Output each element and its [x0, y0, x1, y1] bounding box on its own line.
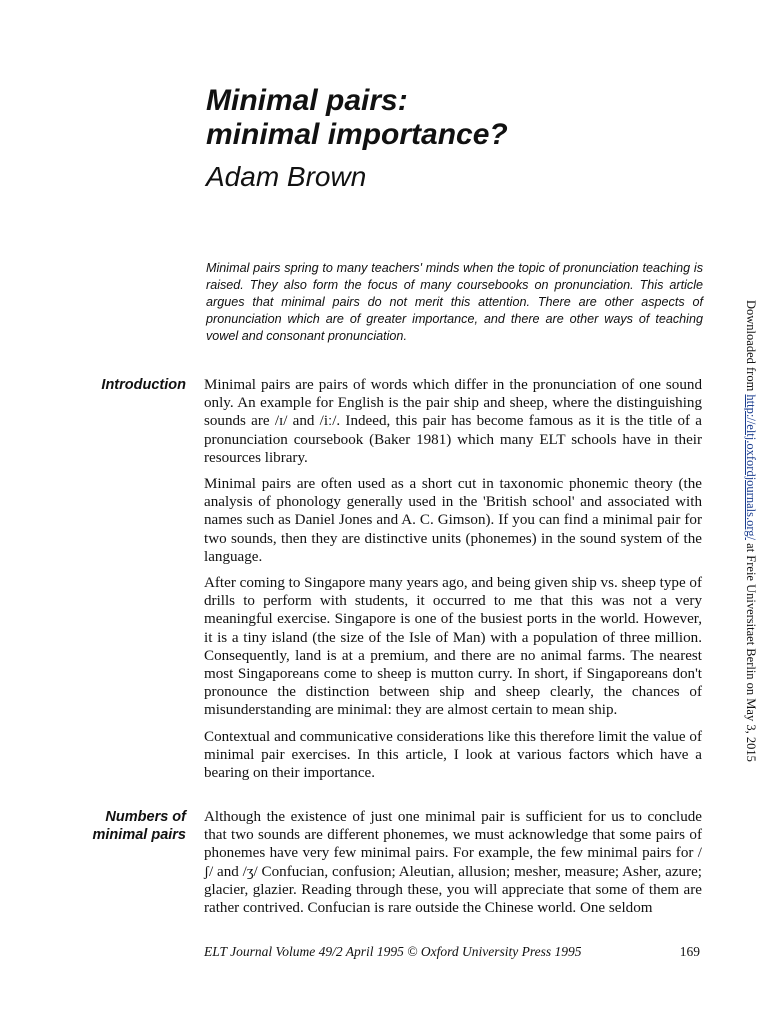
intro-paragraph-2: Minimal pairs are often used as a short cut in taxonomic phonemic theory (the analysis of phonology generally used in the 'British school' and associated with names such as Daniel Jones and A. C. Gimson). If you can find a minimal pair for two sounds, then they are distinctive units (phonemes) in the sound system of the language. — [204, 476, 702, 565]
watermark-suffix: at Freie Universitaet Berlin on May 3, 2015 — [744, 540, 758, 762]
page-footer — [204, 943, 702, 961]
introduction-body — [204, 376, 702, 790]
page-number: 169 — [679, 944, 700, 959]
numbers-paragraph: Although the existence of just one minimal pair is sufficient for us to conclude that two sounds are different phonemes, we must acknowledge that some pairs of phonemes have very few minimal pairs. For example, the few minimal pairs for /ʃ/ and /ʒ/ Confucian, confusion; Aleutian, allusion; mesher, measure; Asher, azure; glacier, glazier. Reading through these, you will appreciate that some of them are rather contrived. Confucian is rare outside the Chinese world. One seldom — [204, 809, 702, 917]
title-line-2: minimal importance? — [206, 118, 508, 151]
numbers-heading — [36, 808, 186, 844]
intro-paragraph-4: Contextual and communicative considerations like this therefore limit the value of minimal pair exercises. In this article, I look at various factors which have a bearing on their importance. — [204, 728, 702, 782]
intro-paragraph-1: Minimal pairs are pairs of words which differ in the pronunciation of one sound only. An example for English is the pair ship and sheep, where the distinguishing sounds are /ɪ/ and /iː/. Indeed, this pair has become famous as it is the title of a pronunciation coursebook (Baker 1981) which many ELT schools have in their resources library. — [204, 377, 702, 466]
journal-link[interactable]: http://eltj.oxfordjournals.org/ — [744, 394, 758, 541]
introduction-heading: Introduction — [101, 377, 186, 393]
article-title — [206, 84, 508, 152]
numbers-heading-line-2: minimal pairs — [92, 827, 186, 843]
author-name: Adam Brown — [206, 161, 367, 192]
intro-paragraph-3: After coming to Singapore many years ago, and being given ship vs. sheep type of drills to perform with students, it occurred to me that this was not a very meaningful exercise. Singapore is one of the busiest ports in the world. However, it is a tiny island (the size of the Isle of Man) with a population of three million. Consequently, land is at a premium, and there are no animal farms. The nearest most Singaporeans come to sheep is mutton curry. In short, if Singaporeans don't pronounce the distinction between ship and sheep clearly, the chances of misunderstanding are minimal: they are almost certain to mean ship. — [204, 575, 702, 719]
download-watermark-text — [743, 300, 758, 780]
download-watermark — [743, 300, 759, 780]
journal-citation: ELT Journal Volume 49/2 April 1995 © Oxford University Press 1995 — [204, 944, 582, 959]
abstract: Minimal pairs spring to many teachers' minds when the topic of pronunciation teaching is raised. They also form the focus of many coursebooks on pronunciation. This article argues that minimal pairs do not merit this attention. There are other aspects of pronunciation which are of greater importance, and there are other ways of teaching vowel and consonant pronunciation. — [206, 261, 703, 343]
title-line-1: Minimal pairs: — [206, 84, 408, 117]
numbers-heading-line-1: Numbers of — [105, 809, 186, 825]
watermark-prefix: Downloaded from — [744, 300, 758, 395]
